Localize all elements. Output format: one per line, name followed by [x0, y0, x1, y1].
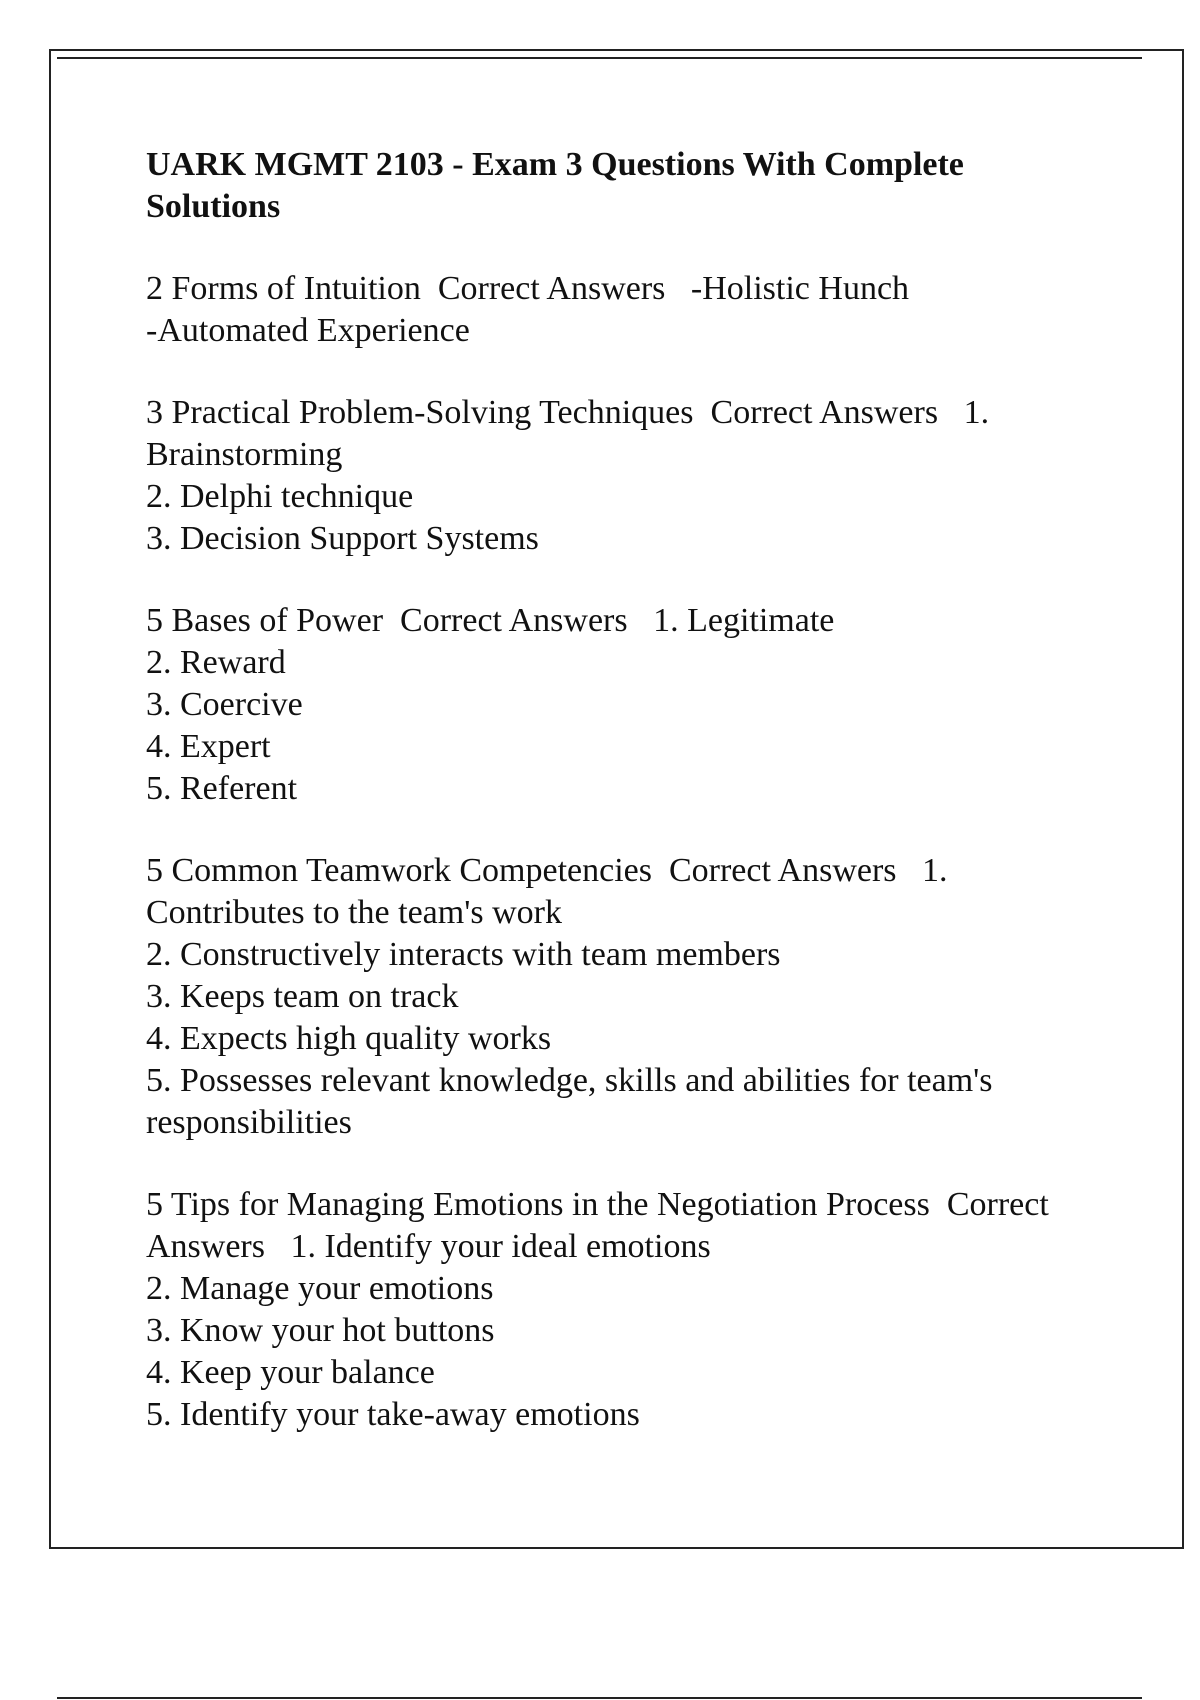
answer-line-first [146, 600, 1076, 642]
answer-text: 1. Legitimate [653, 602, 835, 639]
answer-marker: Correct Answers [710, 394, 939, 431]
answer-line-first [146, 392, 1076, 476]
answer-line: 2. Constructively interacts with team members [146, 936, 781, 973]
question-text: 3 Practical Problem-Solving Techniques [146, 394, 694, 431]
answer-line: 5. Identify your take-away emotions [146, 1396, 640, 1433]
bottom-rule [57, 1697, 1142, 1699]
answer-line: 4. Expects high quality works [146, 1020, 552, 1057]
answer-line-first [146, 850, 1076, 934]
answer-line: 4. Expert [146, 728, 271, 765]
question-text: 2 Forms of Intuition [146, 270, 421, 307]
answer-marker: Correct Answers [400, 602, 628, 639]
answer-line-first [146, 1184, 1076, 1268]
qa-item [146, 392, 1076, 560]
answer-line: 5. Referent [146, 770, 298, 807]
answer-line: 3. Coercive [146, 686, 303, 723]
answer-marker: Correct Answers [146, 1186, 1056, 1265]
question-text: 5 Tips for Managing Emotions in the Negotiation Process [146, 1186, 930, 1223]
answer-line: 4. Keep your balance [146, 1354, 435, 1391]
qa-item [146, 850, 1076, 1144]
answer-text: -Holistic Hunch [690, 270, 910, 307]
top-rule [57, 57, 1142, 59]
question-text: 5 Bases of Power [146, 602, 384, 639]
answer-line-first [146, 268, 1076, 310]
answer-text: 1. Identify your ideal emotions [290, 1228, 711, 1265]
qa-item [146, 600, 1076, 810]
document-body [146, 144, 1076, 1476]
question-text: 5 Common Teamwork Competencies [146, 852, 652, 889]
qa-item [146, 1184, 1076, 1436]
answer-line: 2. Reward [146, 644, 286, 681]
answer-line: 2. Delphi technique [146, 478, 414, 515]
answer-line: 3. Know your hot buttons [146, 1312, 495, 1349]
answer-line: 2. Manage your emotions [146, 1270, 494, 1307]
answer-marker: Correct Answers [668, 852, 897, 889]
answer-text: 1. Brainstorming [146, 394, 998, 473]
document-title: UARK MGMT 2103 - Exam 3 Questions With Complete Solutions [146, 146, 964, 225]
answer-line: -Automated Experience [146, 312, 470, 349]
answer-text: 1. Contributes to the team's work [146, 852, 957, 931]
answer-line: 3. Decision Support Systems [146, 520, 539, 557]
answer-line: 3. Keeps team on track [146, 978, 459, 1015]
answer-line: 5. Possesses relevant knowledge, skills and abilities for team's responsibilities [146, 1062, 1002, 1141]
answer-marker: Correct Answers [437, 270, 666, 307]
qa-item [146, 268, 1076, 352]
